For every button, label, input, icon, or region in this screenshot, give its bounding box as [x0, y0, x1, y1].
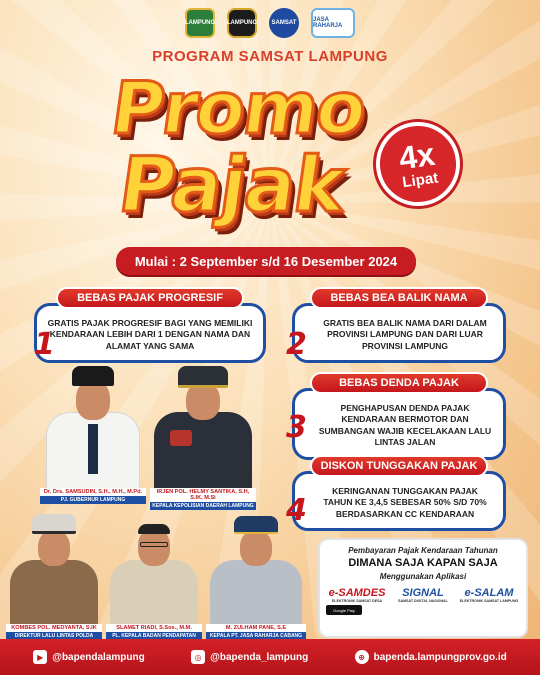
apps-box-subtitle: Menggunakan Aplikasi [379, 572, 467, 581]
benefit-number: 4 [286, 493, 307, 528]
official-governor [40, 360, 146, 503]
google-play-badge[interactable]: Google Play [326, 605, 362, 615]
app-logo: e-SAMDES [328, 587, 386, 599]
apps-box-intro: Pembayaran Pajak Kendaraan Tahunan [348, 546, 498, 555]
app-list [326, 587, 520, 615]
official-role: DIREKTUR LALU LINTAS POLDA [6, 632, 102, 646]
benefit-title: BEBAS PAJAK PROGRESIF [56, 287, 244, 309]
pajak-headline: Pajak [113, 140, 350, 229]
app-signal[interactable] [392, 587, 454, 615]
benefit-number: 2 [286, 327, 307, 362]
app-logo: SIGNAL [402, 587, 444, 599]
official-photo [150, 360, 256, 500]
jasa-raharja-logo: JASA RAHARJA [311, 8, 355, 38]
period-banner: Mulai : 2 September s/d 16 Desember 2024 [116, 247, 416, 275]
official-photo [206, 512, 306, 640]
police-logo: LAMPUNG [227, 8, 257, 38]
benefit-4 [286, 455, 506, 531]
benefit-title: BEBAS BEA BALIK NAMA [310, 287, 488, 309]
app-subtitle: SAMSAT DIGITAL NASIONAL [398, 599, 448, 603]
benefit-description: GRATIS PAJAK PROGRESIF BAGI YANG MEMILIKI KENDARAAN LEBIH DARI 1 DENGAN NAMA DAN ALAMAT YANG SAMA [34, 303, 266, 363]
instagram-handle: @bapenda_lampung [210, 651, 309, 663]
benefit-description: PENGHAPUSAN DENDA PAJAK KENDARAAN BERMOTOR DAN SUMBANGAN WAJIB KECELAKAAN LALU LINTAS JALAN [292, 388, 506, 460]
official-name: KOMBES POL. MEDYANTA, S.IK [6, 624, 102, 632]
official-photo [40, 360, 146, 500]
app-subtitle: ELEKTRONIK SAMSAT DESA [331, 599, 383, 603]
official-role: KEPALA PT. JASA RAHARJA CABANG [206, 632, 306, 646]
badge-label: Lipat [401, 168, 440, 191]
benefit-title: DISKON TUNGGAKAN PAJAK [310, 455, 488, 477]
instagram-icon: ◎ [191, 650, 205, 664]
payment-apps-box [318, 538, 528, 638]
apps-box-headline: DIMANA SAJA KAPAN SAJA [348, 557, 498, 569]
logo-row [0, 8, 540, 38]
benefit-number: 1 [34, 327, 55, 362]
official-police-chief [150, 360, 256, 509]
official-caption [150, 488, 256, 510]
official-role: KEPALA KEPOLISIAN DAERAH LAMPUNG [150, 502, 256, 510]
footer-bar [0, 639, 540, 675]
app-e-salam[interactable] [458, 587, 520, 615]
official-bapenda-head [106, 512, 202, 640]
official-name: Dr. Drs. SAMSUDIN, S.H., M.H., M.Pd. [40, 488, 146, 496]
official-name: M. ZULHAM PANE, S.E [206, 624, 306, 632]
benefit-title: BEBAS DENDA PAJAK [310, 372, 488, 394]
official-name: IRJEN POL. HELMY SANTIKA, S.H, S.IK, M.Si [150, 488, 256, 502]
official-jasa-raharja-head [206, 512, 306, 640]
lampung-province-logo: LAMPUNG [185, 8, 215, 38]
benefit-description: GRATIS BEA BALIK NAMA DARI DALAM PROVINSI LAMPUNG DAN DARI LUAR PROVINSI LAMPUNG [292, 303, 506, 363]
benefit-1 [34, 287, 266, 363]
official-role: PL. KEPALA BADAN PENDAPATAN [106, 632, 202, 646]
official-photo [6, 512, 102, 640]
app-logo: e-SALAM [464, 587, 514, 599]
badge-multiplier: 4x [396, 135, 437, 176]
app-e-samdes[interactable] [326, 587, 388, 615]
youtube-link[interactable] [33, 650, 145, 664]
benefit-number: 3 [286, 410, 307, 445]
globe-icon: ⊕ [355, 650, 369, 664]
benefit-description: KERINGANAN TUNGGAKAN PAJAK TAHUN KE 3,4,5 SEBESAR 50% S/D 70% BERDASARKAN CC KENDARAAN [292, 471, 506, 531]
youtube-handle: @bapendalampung [52, 651, 145, 663]
youtube-icon: ▶ [33, 650, 47, 664]
website-link[interactable] [355, 650, 507, 664]
benefit-2 [286, 287, 506, 363]
app-subtitle: ELEKTRONIK SAMSAT LAMPUNG [459, 599, 519, 603]
samsat-logo: SAMSAT [269, 8, 299, 38]
official-name: SLAMET RIADI, S.Sos., M.M. [106, 624, 202, 632]
program-title: PROGRAM SAMSAT LAMPUNG [152, 48, 388, 65]
official-traffic-director [6, 512, 102, 640]
official-photo [106, 512, 202, 640]
instagram-link[interactable] [191, 650, 308, 664]
official-role: PJ. GUBERNUR LAMPUNG [40, 496, 146, 504]
benefit-3 [286, 372, 506, 460]
website-url: bapenda.lampungprov.go.id [373, 651, 507, 663]
promo-headline: Promo [106, 66, 371, 150]
official-caption [40, 488, 146, 504]
